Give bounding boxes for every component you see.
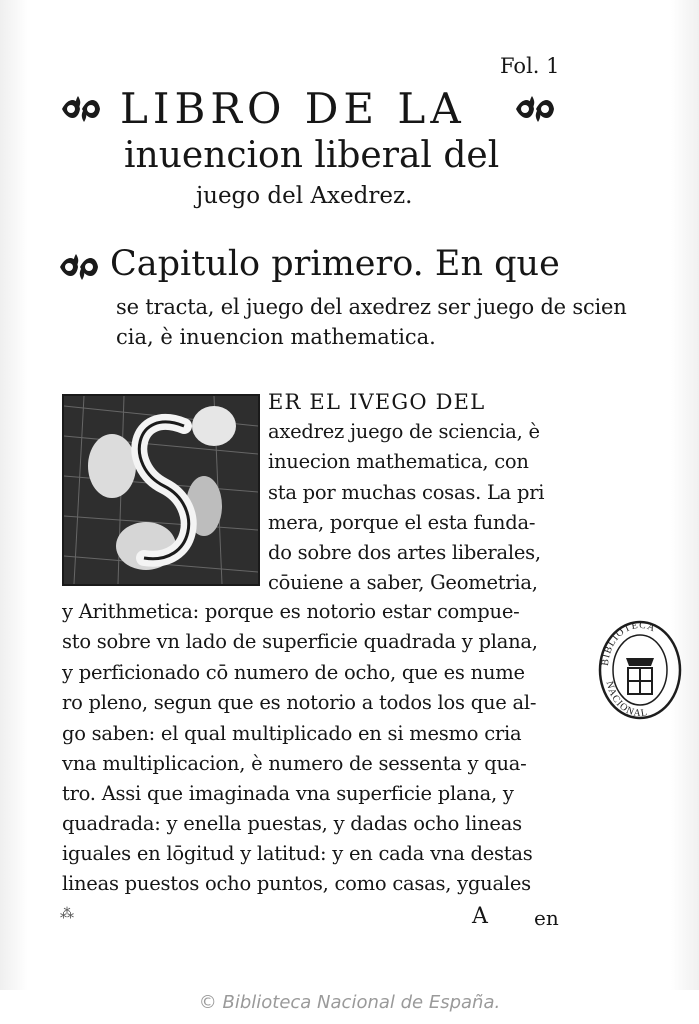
svg-text:BIBLIOTECA: BIBLIOTECA	[599, 619, 658, 667]
signature-mark: A	[472, 904, 488, 929]
body-line: inuecion mathematica, con	[268, 450, 529, 473]
chapter-heading-line-1: Capitulo primero. En que	[110, 244, 560, 284]
body-line: do sobre dos artes liberales,	[268, 541, 541, 564]
body-line: lineas puestos ocho puntos, como casas, yguales	[62, 872, 531, 895]
body-line: ER EL IVEGO DEL	[268, 390, 486, 414]
book-title-line-1: LIBRO DE LA	[120, 84, 466, 133]
body-line: tro. Assi que imaginada vna superficie plana, y	[62, 782, 514, 805]
body-line: axedrez juego de sciencia, è	[268, 420, 540, 443]
body-line: iguales en lōgitud y latitud: y en cada vna destas	[62, 842, 533, 865]
body-line: sta por muchas cosas. La pri	[268, 481, 545, 504]
fleuron-ornament-chapter	[56, 250, 102, 284]
initial-woodcut-illustration	[64, 396, 258, 584]
decorated-initial	[62, 394, 260, 586]
body-line: go saben: el qual multiplicado en si mesmo cria	[62, 722, 522, 745]
chapter-heading-line-3: cia, è inuencion mathematica.	[116, 325, 436, 349]
body-line: y perficionado cō numero de ocho, que es nume	[62, 661, 525, 684]
body-line: cōuiene a saber, Geometria,	[268, 571, 538, 594]
fleuron-ornament-left	[58, 92, 104, 126]
catchword: en	[534, 906, 559, 930]
copyright-footer: © Biblioteca Nacional de España.	[198, 992, 501, 1013]
book-title-line-2: inuencion liberal del	[124, 135, 500, 176]
body-line: mera, porque el esta funda-	[268, 511, 536, 534]
body-line: sto sobre vn lado de superficie quadrada y plana,	[62, 630, 538, 653]
body-line: ro pleno, segun que es notorio a todos los que al-	[62, 691, 537, 714]
book-title-line-3: juego del Axedrez.	[196, 183, 413, 209]
chapter-heading-line-2: se tracta, el juego del axedrez ser juego de scien	[116, 295, 627, 319]
body-line: quadrada: y enella puestas, y dadas ocho lineas	[62, 812, 522, 835]
folio-number: Fol. 1	[500, 54, 560, 78]
body-line: y Arithmetica: porque es notorio estar compue-	[62, 600, 520, 623]
library-stamp	[596, 618, 684, 722]
body-line: vna multiplicacion, è numero de sessenta y qua-	[62, 752, 527, 775]
printer-mark: ⁂	[60, 906, 74, 922]
svg-text:NACIONAL: NACIONAL	[603, 680, 649, 720]
fleuron-ornament-right	[512, 92, 558, 126]
